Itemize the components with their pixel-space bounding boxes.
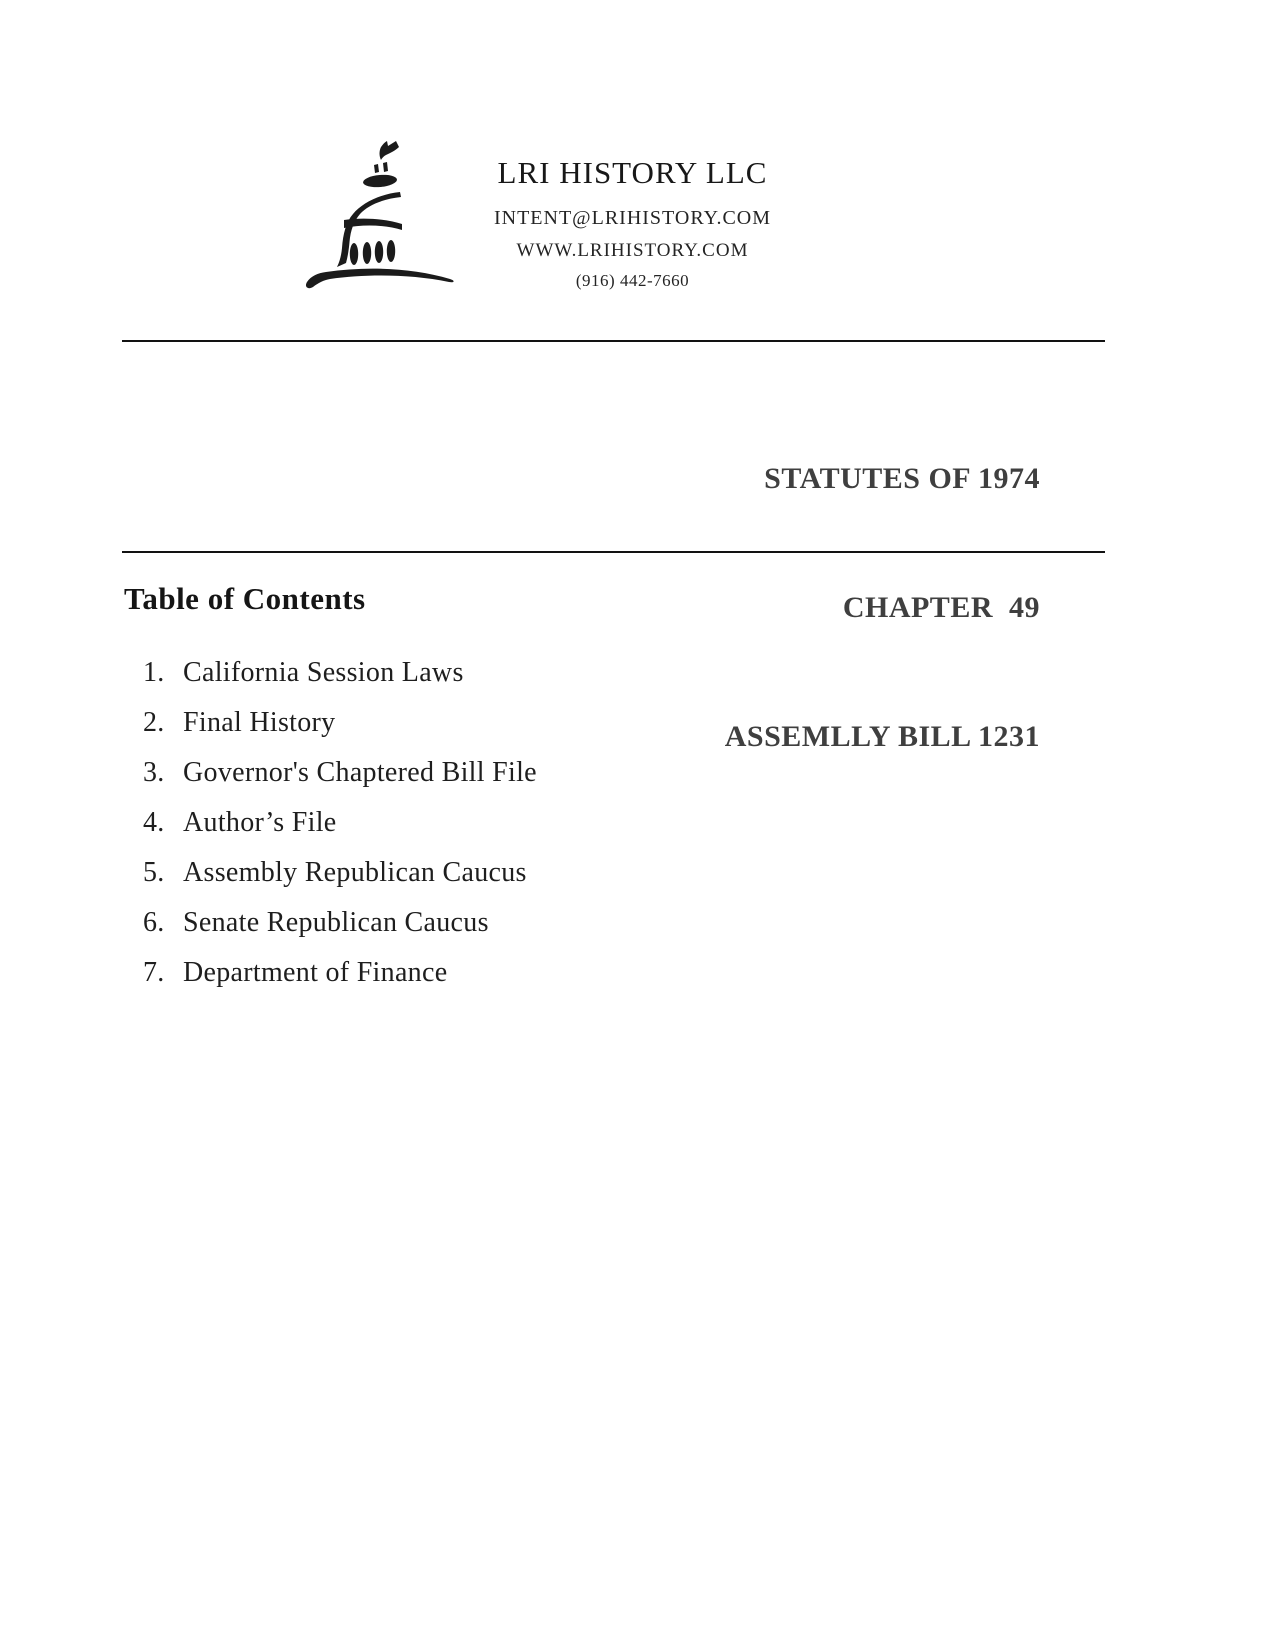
statutes-line-1: STATUTES OF 1974 xyxy=(764,462,1040,495)
toc-item-label: Senate Republican Caucus xyxy=(183,907,489,938)
toc-item-label: Author’s File xyxy=(183,807,337,838)
company-email: INTENT@LRIHISTORY.COM xyxy=(493,207,772,229)
toc-item-number: 5. xyxy=(143,857,165,888)
toc-item xyxy=(143,648,537,698)
company-website: WWW.LRIHISTORY.COM xyxy=(516,240,749,261)
toc-item xyxy=(143,748,537,798)
toc-item-number: 3. xyxy=(143,757,165,788)
toc-item-label: California Session Laws xyxy=(183,657,464,688)
toc-item-number: 7. xyxy=(143,957,165,988)
capitol-dome-icon xyxy=(298,126,463,296)
company-name: LRI HISTORY LLC xyxy=(497,155,768,190)
statutes-line-2: CHAPTER 49 xyxy=(842,591,1040,624)
toc-item-number: 2. xyxy=(143,707,165,738)
toc-item-number: 6. xyxy=(143,907,165,938)
toc-item xyxy=(143,848,537,898)
toc-item xyxy=(143,898,537,948)
toc-list xyxy=(143,648,537,998)
toc-item-label: Final History xyxy=(183,707,336,738)
toc-item xyxy=(143,798,537,848)
toc-item-number: 4. xyxy=(143,807,165,838)
toc-item xyxy=(143,698,537,748)
toc-item-number: 1. xyxy=(143,657,165,688)
toc-item-label: Governor's Chaptered Bill File xyxy=(183,757,537,788)
toc-item xyxy=(143,948,537,998)
toc-item-label: Department of Finance xyxy=(183,957,448,988)
statutes-title-block xyxy=(725,371,1040,844)
divider-top xyxy=(122,340,1105,342)
statutes-line-3: ASSEMLLY BILL 1231 xyxy=(724,720,1040,753)
toc-heading: Table of Contents xyxy=(124,581,366,616)
company-phone: (916) 442-7660 xyxy=(575,271,690,290)
toc-item-label: Assembly Republican Caucus xyxy=(183,857,527,888)
